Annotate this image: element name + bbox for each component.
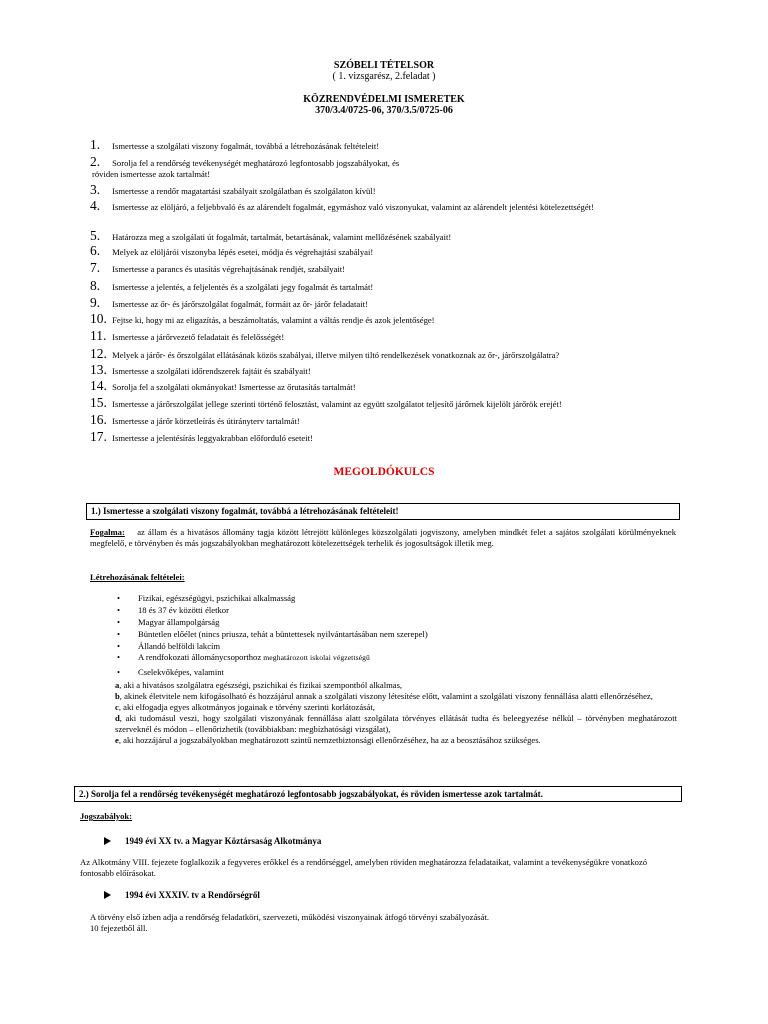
question-item xyxy=(90,330,652,343)
question-text: Ismertesse a szolgálati időrendszerek fajtáit és szabályait! xyxy=(112,366,311,376)
bullet-rank: • A rendfokozati állománycsoporthoz meghatározott iskolai végzettségű xyxy=(117,652,370,662)
doc-title: SZÓBELI TÉTELSOR xyxy=(333,60,435,71)
law2-text-2: 10 fejezetből áll. xyxy=(90,923,148,933)
question-text: Határozza meg a szolgálati út fogalmát, tartalmát, betartásának, valamint mellőzésének szabályait! xyxy=(112,232,452,242)
section2-question-box: 2.) Sorolja fel a rendőrség tevékenységét meghatározó legfontosabb jogszabályokat, és röviden ismertesse azok tartalmát. xyxy=(74,786,682,802)
question-item xyxy=(90,245,652,258)
question-number: 4. xyxy=(90,198,101,213)
question-item xyxy=(90,380,652,393)
question-number: 3. xyxy=(90,182,101,197)
law2-text-1: A törvény első ízben adja a rendőrség feladatköri, szervezeti, működési viszonyainak átfogó törvényi szabályozását. xyxy=(90,912,489,922)
question-text: Ismertesse a szolgálati viszony fogalmát, továbbá a létrehozásának feltételeit! xyxy=(112,141,380,151)
question-number: 10. xyxy=(90,311,107,326)
question-text: Fejtse ki, hogy mi az eligazítás, a beszámoltatás, valamint a váltás rendje és azok jelentősége! xyxy=(112,315,435,325)
question-item xyxy=(90,313,652,326)
question-text: Ismertesse a jelentésírás leggyakrabban előforduló eseteit! xyxy=(112,433,313,443)
question-item xyxy=(90,184,652,197)
question-item xyxy=(90,348,652,361)
capacity-item: b, akinek életvitele nem kifogásolható és hozzájárul annak a szolgálati viszony létesítése előtt, valamint a szolgálati viszony fennállása alatti ellenőrzéséhez, xyxy=(115,691,653,701)
condition-bullet: • Állandó belföldi lakcím xyxy=(117,641,221,651)
condition-bullet: • Büntetlen előélet (nincs priusza, tehát a büntettesek nyilvántartásában nem szerepel) xyxy=(117,629,428,639)
question-number: 13. xyxy=(90,362,107,377)
question-number: 14. xyxy=(90,378,107,393)
exam-codes: 370/3.4/0725-06, 370/3.5/0725-06 xyxy=(315,105,453,116)
condition-bullet: • Magyar állampolgárság xyxy=(117,617,220,627)
question-item xyxy=(90,297,652,310)
capacity-item: d, aki tudomásul veszi, hogy szolgálati viszonyának fennállása alatt szolgálata törvényes ellátását tudta és beleegyezése nélkül – törvényben meghatározott szerveknél és módon – ellenőrizhetik (továbbiakban: megbízhatósági vizsgálat), xyxy=(115,713,677,734)
law1-heading: 1949 évi XX tv. a Magyar Köztársaság Alkotmánya xyxy=(104,836,321,846)
question-text: Ismertesse a parancs és utasítás végrehajtásának rendjét, szabályait! xyxy=(112,264,346,274)
question-number: 17. xyxy=(90,429,107,444)
question-text: Ismertesse a járőrszolgálat jellege szerinti történő felosztást, valamint az együtt szolgálatot teljesítő járőrnek kijelölt járőrök erejét! xyxy=(112,399,562,409)
question-text: Ismertesse az őr- és járőrszolgálat fogalmát, formáit az őr- járőr feladatait! xyxy=(112,299,368,309)
subject-title: KÖZRENDVÉDELMI ISMERETEK xyxy=(303,94,465,105)
question-item xyxy=(90,364,652,377)
question-number: 5. xyxy=(90,228,101,243)
question-text: Melyek az elöljárói viszonyba lépés esetei, módja és végrehajtási szabályai! xyxy=(112,247,374,257)
question-text-continued: röviden ismertesse azok tartalmát! xyxy=(92,169,211,179)
question-text: Ismertesse a rendőr magatartási szabályait szolgálatban és szolgálaton kívül! xyxy=(112,186,376,196)
question-number: 8. xyxy=(90,278,101,293)
condition-bullet: • Fizikai, egészségügyi, pszichikai alkalmasság xyxy=(117,593,296,603)
laws-label: Jogszabályok: xyxy=(80,811,133,821)
capacity-items xyxy=(115,680,677,746)
question-number: 2. xyxy=(90,154,101,169)
question-text: Sorolja fel a szolgálati okmányokat! Ismertesse az őrutasítás tartalmát! xyxy=(112,382,356,392)
law2-heading: 1994 évi XXXIV. tv a Rendőrségről xyxy=(104,890,260,900)
question-item xyxy=(90,230,652,243)
question-number: 11. xyxy=(90,328,107,343)
condition-bullet: • 18 és 37 év közötti életkor xyxy=(117,605,229,615)
question-number: 16. xyxy=(90,412,107,427)
question-item xyxy=(90,280,652,293)
section1-definition xyxy=(90,527,676,549)
section1-question-box: 1.) Ismertesse a szolgálati viszony fogalmát, továbbá a létrehozásának feltételeit! xyxy=(86,503,680,520)
question-item xyxy=(90,262,652,275)
question-text: Ismertesse a járőr körzetleírás és útirányterv tartalmát! xyxy=(112,416,300,426)
question-text: Ismertesse az elöljáró, a feljebbvaló és az alárendelt fogalmát, egymáshoz való viszonyukat, valamint az alárendelt jelentési kötelezettségét! xyxy=(112,202,594,212)
question-number: 9. xyxy=(90,295,101,310)
question-text: Sorolja fel a rendőrség tevékenységét meghatározó legfontosabb jogszabályokat, és xyxy=(112,158,400,168)
answer-key-title: MEGOLDÓKULCS xyxy=(333,466,435,478)
question-number: 7. xyxy=(90,260,101,275)
question-item xyxy=(90,200,652,214)
question-text: Ismertesse a jelentés, a feljelentés és a szolgálati jegy fogalmát és tartalmát! xyxy=(112,282,374,292)
question-number: 1. xyxy=(90,137,101,152)
question-item xyxy=(90,139,652,152)
definition-label: Fogalma: xyxy=(90,527,125,537)
question-text: Melyek a járőr- és őrszolgálat ellátásának közös szabályai, illetve milyen tiltó rendelkezések vonatkoznak az őr-, járőrszolgálatra? xyxy=(112,350,560,360)
bullet-capacity: • Cselekvőképes, valamint xyxy=(117,667,224,677)
conditions-label: Létrehozásának feltételei: xyxy=(90,572,185,582)
question-number: 12. xyxy=(90,346,107,361)
capacity-item: c, aki elfogadja egyes alkotmányos jogainak e törvény szerinti korlátozását, xyxy=(115,702,375,712)
arrow-bullet-icon xyxy=(104,891,111,899)
question-item xyxy=(90,414,652,427)
question-item xyxy=(90,397,652,410)
question-item xyxy=(90,431,652,444)
question-number: 6. xyxy=(90,243,101,258)
doc-subtitle: ( 1. vizsgarész, 2.feladat ) xyxy=(332,71,436,82)
capacity-item: a, aki a hivatásos szolgálatra egészségi, pszichikai és fizikai szempontból alkalmas, xyxy=(115,680,403,690)
definition-text: az állam és a hivatásos állomány tagja között létrejött különleges közszolgálati jogviszony, amelyben mindkét felet a sajátos szolgálati körülményeknek megfelelő, e törvényben és más jogszabályokban meghatározott kötelezettségek terhelik és jogosultságok illetik meg. xyxy=(90,527,676,548)
question-item xyxy=(90,156,652,180)
capacity-item: e, aki hozzájárul a jogszabályokban meghatározott szintű nemzetbiztonsági ellenőrzéséhez, ha az a beosztásához szükséges. xyxy=(115,735,541,745)
law1-text: Az Alkotmány VIII. fejezete foglalkozik a fegyveres erőkkel és a rendőrséggel, amelyben röviden meghatározza feladataikat, valamint a tevékenységükre vonatkozó fontosabb előírásokat. xyxy=(80,857,648,878)
arrow-bullet-icon xyxy=(104,837,111,845)
question-number: 15. xyxy=(90,395,107,410)
question-text: Ismertesse a járőrvezető feladatait és felelősségét! xyxy=(112,332,285,342)
